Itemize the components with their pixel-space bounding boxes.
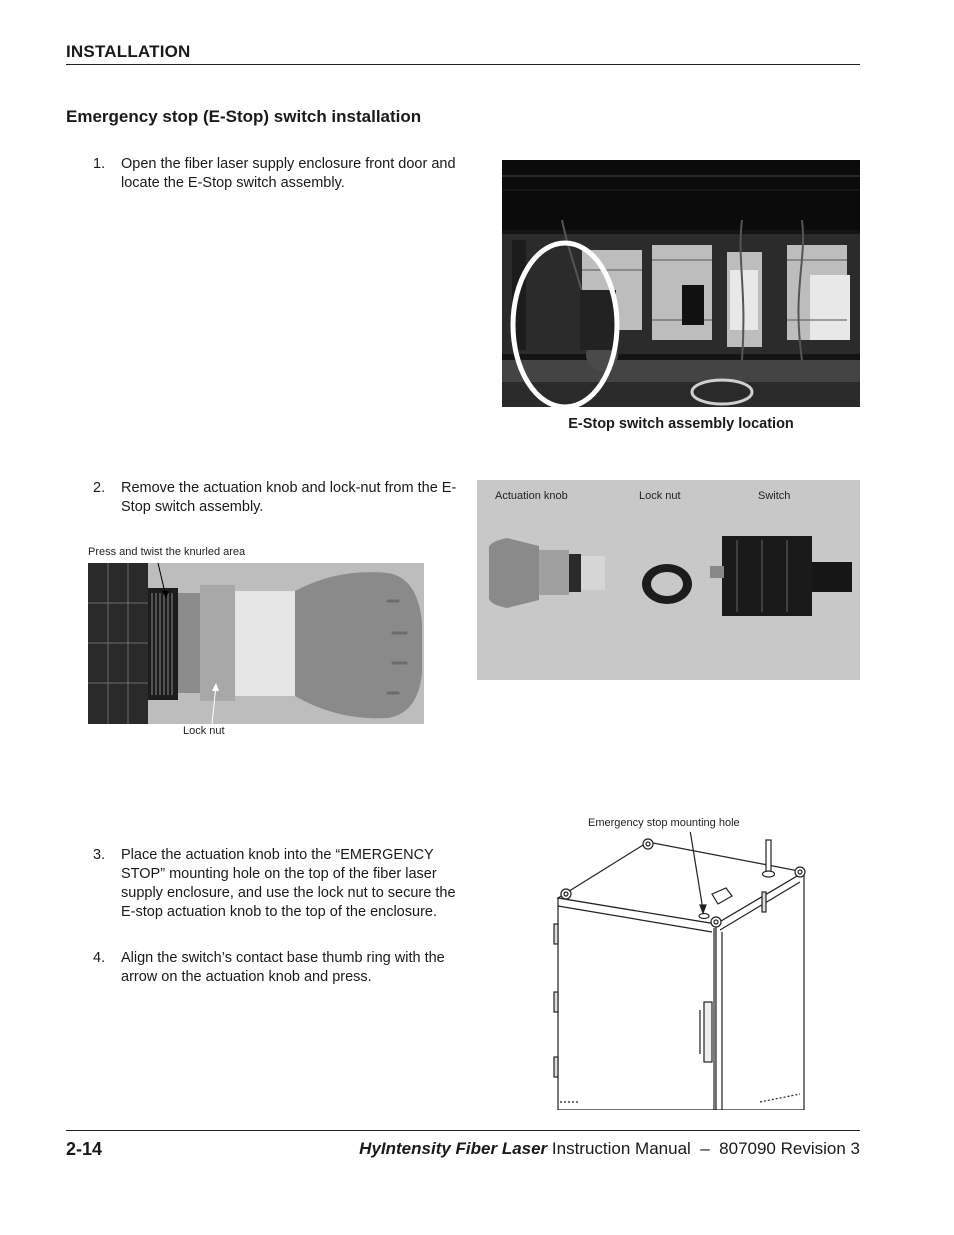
label-lock-nut: Lock nut	[639, 490, 681, 502]
estop-location-photo	[502, 160, 860, 407]
step-3	[93, 846, 473, 941]
section-title: Emergency stop (E-Stop) switch installation	[66, 107, 422, 126]
step-number: 3.	[93, 847, 106, 863]
manual-info: Instruction Manual – 807090 Revision 3	[547, 1139, 860, 1158]
manual-title	[359, 1139, 860, 1159]
footer-rule	[66, 1130, 860, 1131]
step-1	[93, 155, 473, 195]
step-text: Place the actuation knob into the “EMERGENCY STOP” mounting hole on the top of the fiber laser supply enclosure, and use the lock nut to secure the E-stop actuation knob to the top of the enclosure.	[121, 847, 456, 920]
label-mounting-hole: Emergency stop mounting hole	[588, 817, 740, 829]
step-number: 4.	[93, 950, 106, 966]
step-2	[93, 479, 473, 519]
parts-photo	[477, 480, 860, 680]
step-text: Align the switch’s contact base thumb ring with the arrow on the actuation knob and press.	[121, 950, 445, 985]
page-number: 2-14	[66, 1139, 103, 1159]
step-4	[93, 949, 473, 989]
label-switch: Switch	[758, 490, 791, 502]
step-text: Remove the actuation knob and lock-nut from the E-Stop switch assembly.	[121, 480, 457, 515]
step-number: 1.	[93, 156, 106, 172]
label-actuation-knob: Actuation knob	[495, 490, 568, 502]
step-number: 2.	[93, 480, 106, 496]
enclosure-drawing	[550, 832, 810, 1110]
section-header: INSTALLATION	[66, 42, 191, 61]
label-closeup-lock-nut: Lock nut	[183, 725, 225, 737]
header-rule	[66, 64, 860, 65]
closeup-photo	[88, 563, 424, 724]
brand-name: HyIntensity Fiber Laser	[359, 1139, 548, 1158]
location-caption: E-Stop switch assembly location	[568, 416, 794, 432]
step-text: Open the fiber laser supply enclosure front door and locate the E-Stop switch assembly.	[121, 156, 456, 191]
label-press-twist: Press and twist the knurled area	[88, 546, 246, 558]
